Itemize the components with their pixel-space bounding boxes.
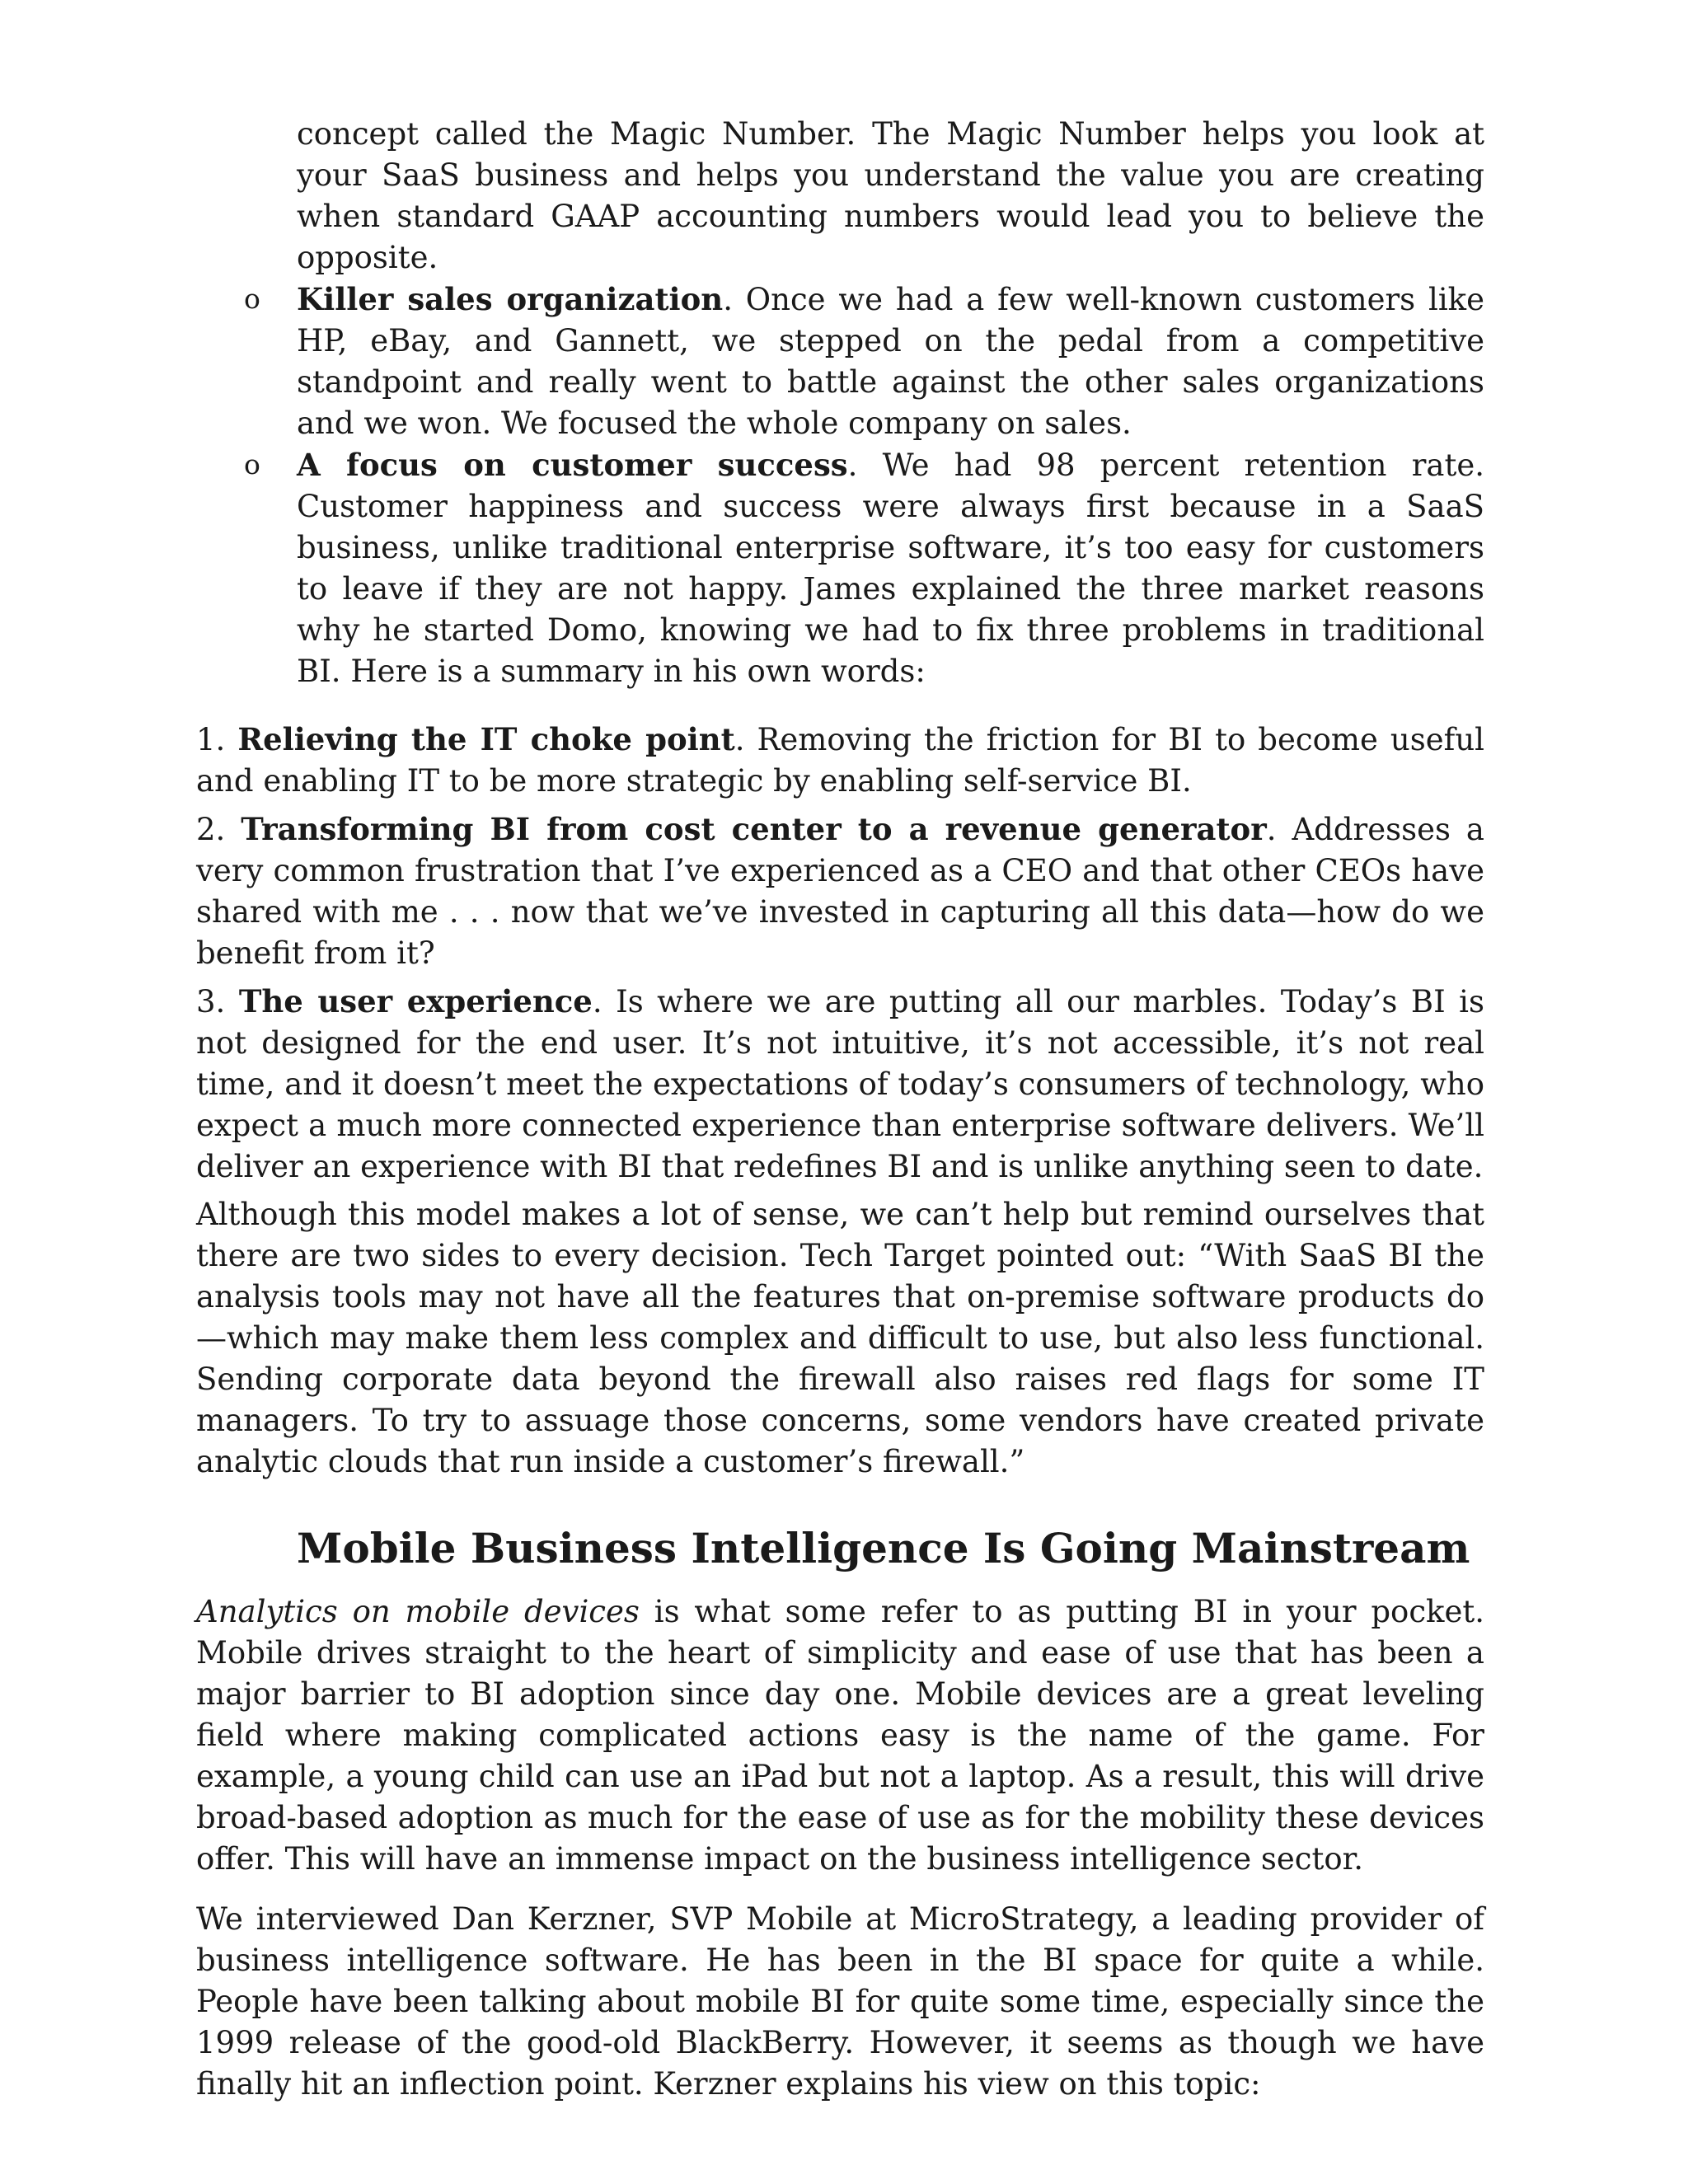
numbered-item-1 xyxy=(196,719,1484,802)
item-body: . Is where we are putting all our marbles. Today’s BI is not designed for the end user. It’s not intuitive, it’s not accessible, it’s not real time, and it doesn’t meet the expectations of today’s consumers of technology, who expect a much more connected experience than enterprise software delivers. We’ll deliver an experience with BI that redefines BI and is unlike anything seen to date. xyxy=(196,984,1484,1184)
continuation-paragraph: concept called the Magic Number. The Magic Number helps you look at your SaaS business and helps you understand the value you are creating when standard GAAP accounting numbers would lead you to believe the opposite. xyxy=(297,116,1484,275)
sub-list-item-title: Killer sales organization xyxy=(297,281,724,317)
tech-target-paragraph: Although this model makes a lot of sense, we can’t help but remind ourselves that there are two sides to every decision. Tech Target pointed out: “With SaaS BI the analysis tools may not have all the features that on-premise software products do—which may make them less complex and difficult to use, but also less functional. Sending corporate data beyond the firewall also raises red flags for some IT managers. To try to assuage those concerns, some vendors have created private analytic clouds that run inside a customer’s firewall.” xyxy=(196,1197,1484,1479)
sub-list xyxy=(196,114,1484,692)
sub-list-item-customer-success xyxy=(244,444,1484,692)
numbered-item-2 xyxy=(196,808,1484,974)
interview-paragraph: We interviewed Dan Kerzner, SVP Mobile at MicroStrategy, a leading provider of business intelligence software. He has been in the BI space for quite a while. People have been talking about mobile BI for quite some time, especially since the 1999 release of the good-old BlackBerry. However, it seems as though we have finally hit an inflection point. Kerzner explains his view on this topic: xyxy=(196,1901,1484,2102)
sub-list-item-text xyxy=(297,444,1484,692)
sub-list-item-body: . We had 98 percent retention rate. Customer happiness and success were always first because in a SaaS business, unlike traditional enterprise software, it’s too easy for customers to leave if they are not happy. James explained the three market reasons why he started Domo, knowing we had to fix three problems in traditional BI. Here is a summary in his own words: xyxy=(297,448,1484,689)
item-body: . Removing the friction for BI to become useful and enabling IT to be more strategic by enabling self-service BI. xyxy=(196,722,1484,799)
numbered-list xyxy=(196,719,1484,1188)
item-number: 2. xyxy=(196,812,226,847)
sub-list-item-title: A focus on customer success xyxy=(297,447,848,483)
sub-list-item-sales xyxy=(244,279,1484,444)
numbered-item-3 xyxy=(196,981,1484,1188)
bullet-marker: o xyxy=(244,448,260,480)
item-title: Relieving the IT choke point xyxy=(237,721,735,757)
item-body: . Addresses a very common frustration that I’ve experienced as a CEO and that other CEOs have shared with me . . . now that we’ve invested in capturing all this data—how do we benefit from it? xyxy=(196,812,1484,971)
item-title: The user experience xyxy=(238,983,593,1019)
mobile-bi-body: is what some refer to as putting BI in your pocket. Mobile drives straight to the heart of simplicity and ease of use that has been a major barrier to BI adoption since day one. Mobile devices are a great leveling field where making complicated actions easy is the name of the game. For example, a young child can use an iPad but not a laptop. As a result, this will drive broad-based adoption as much for the ease of use as for the mobility these devices offer. This will have an immense impact on the business intelligence sector. xyxy=(196,1594,1484,1877)
section-heading: Mobile Business Intelligence Is Going Mainstream xyxy=(297,1524,1470,1572)
item-number: 3. xyxy=(196,984,226,1019)
bullet-marker: o xyxy=(244,283,260,315)
mobile-bi-paragraph xyxy=(196,1591,1484,1880)
document-page xyxy=(196,114,1484,2105)
italic-lead: Analytics on mobile devices xyxy=(196,1594,640,1629)
sub-list-item-text xyxy=(297,279,1484,444)
sub-list-item-body: . Once we had a few well-known customers like HP, eBay, and Gannett, we stepped on the pedal from a competitive standpoint and really went to battle against the other sales organizations and we won. We focused the whole company on sales. xyxy=(297,282,1484,441)
item-number: 1. xyxy=(196,722,226,757)
item-title: Transforming BI from cost center to a revenue generator xyxy=(241,811,1267,847)
